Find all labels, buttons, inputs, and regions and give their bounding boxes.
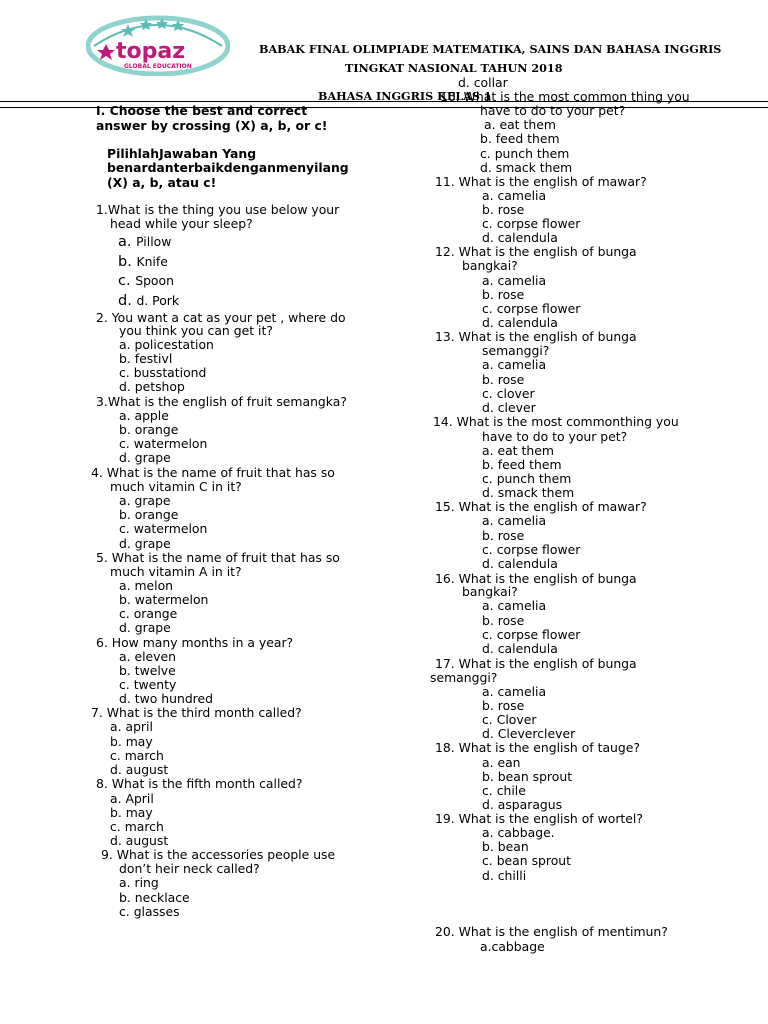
instruction-id: benardanterbaikdenganmenyilang	[107, 160, 349, 175]
answer-option[interactable]: d. august	[110, 762, 169, 777]
header-subtitle: TINGKAT NASIONAL TAHUN 2018	[345, 61, 563, 75]
answer-option[interactable]: d. asparagus	[482, 797, 563, 812]
answer-option[interactable]: c. corpse flower	[482, 301, 581, 316]
answer-option[interactable]: a. ean	[482, 755, 521, 770]
question-text: 7. What is the third month called?	[91, 705, 302, 720]
answer-option[interactable]: d. two hundred	[119, 691, 213, 706]
answer-option[interactable]: c. corpse flower	[482, 542, 581, 557]
answer-option[interactable]: a. Pillow	[118, 234, 172, 250]
instruction-id: PilihlahJawaban Yang	[107, 146, 257, 161]
question-text: 1.What is the thing you use below your	[96, 202, 340, 217]
answer-option[interactable]: c. orange	[119, 606, 178, 621]
answer-option[interactable]: b. may	[110, 734, 153, 749]
answer-option[interactable]: d. d. Pork	[118, 293, 180, 309]
question-text: 4. What is the name of fruit that has so	[91, 465, 335, 480]
question-text: 9. What is the accessories people use	[101, 847, 336, 862]
answer-option[interactable]: d. calendula	[482, 556, 558, 571]
answer-option[interactable]: d. Cleverclever	[482, 726, 576, 741]
answer-option[interactable]: d. grape	[119, 450, 171, 465]
question-text: 2. You want a cat as your pet , where do	[96, 310, 346, 325]
answer-option[interactable]: b. festivl	[119, 351, 173, 366]
answer-option[interactable]: a. camelia	[482, 684, 547, 699]
question-text: 17. What is the english of bunga	[435, 656, 637, 671]
answer-option[interactable]: d. clever	[482, 400, 536, 415]
answer-option[interactable]: b. may	[110, 805, 153, 820]
answer-option[interactable]: c. watermelon	[119, 436, 208, 451]
answer-option[interactable]: a.cabbage	[480, 939, 545, 954]
instruction-en: I. Choose the best and correct	[96, 103, 308, 118]
question-text: 11. What is the english of mawar?	[435, 174, 647, 189]
answer-option[interactable]: b. rose	[482, 613, 525, 628]
answer-option[interactable]: b. rose	[482, 202, 525, 217]
answer-option[interactable]: d. calendula	[482, 230, 558, 245]
answer-option[interactable]: c. march	[110, 748, 164, 763]
question-text: 13. What is the english of bunga	[435, 329, 637, 344]
question-text: 6. How many months in a year?	[96, 635, 294, 650]
answer-option[interactable]: b. twelve	[119, 663, 176, 678]
answer-option[interactable]: c. punch them	[480, 146, 570, 161]
question-text: don’t heir neck called?	[119, 861, 260, 876]
answer-option[interactable]: c. clover	[482, 386, 535, 401]
answer-option[interactable]: a. eleven	[119, 649, 176, 664]
answer-option[interactable]: a. eat them	[484, 117, 556, 132]
answer-option[interactable]: b. bean sprout	[482, 769, 573, 784]
answer-option[interactable]: b. necklace	[119, 890, 190, 905]
question-text: 12. What is the english of bunga	[435, 244, 637, 259]
question-text: have to do to your pet?	[480, 103, 626, 118]
answer-option[interactable]: c. busstationd	[119, 365, 207, 380]
answer-option[interactable]: a. cabbage.	[482, 825, 555, 840]
answer-option[interactable]: d. grape	[119, 536, 171, 551]
answer-option[interactable]: a. april	[110, 719, 153, 734]
answer-option[interactable]: a. policestation	[119, 337, 214, 352]
answer-option[interactable]: a. camelia	[482, 188, 547, 203]
question-text: 5. What is the name of fruit that has so	[96, 550, 340, 565]
answer-option[interactable]: d. calendula	[482, 641, 558, 656]
answer-option[interactable]: c. Clover	[482, 712, 537, 727]
question-text: 3.What is the english of fruit semangka?	[96, 394, 347, 409]
question-text: head while your sleep?	[110, 216, 253, 231]
question-text: semanggi?	[430, 670, 498, 685]
answer-option[interactable]: a. grape	[119, 493, 171, 508]
answer-option[interactable]: d. collar	[458, 75, 508, 90]
answer-option[interactable]: c. Spoon	[118, 273, 174, 289]
answer-option[interactable]: b. Knife	[118, 254, 168, 270]
svg-text:GLOBAL EDUCATION: GLOBAL EDUCATION	[124, 63, 192, 70]
answer-option[interactable]: a. camelia	[482, 273, 547, 288]
answer-option[interactable]: b. bean	[482, 839, 529, 854]
header-class: BAHASA INGGRIS KELAS 1	[318, 89, 492, 103]
answer-option[interactable]: a. ring	[119, 875, 159, 890]
instruction-id: (X) a, b, atau c!	[107, 175, 217, 190]
question-text: 20. What is the english of mentimun?	[435, 924, 668, 939]
answer-option[interactable]: c. watermelon	[119, 521, 208, 536]
question-text: 14. What is the most commonthing you	[433, 414, 679, 429]
answer-option[interactable]: d. grape	[119, 620, 171, 635]
question-text: much vitamin C in it?	[110, 479, 242, 494]
answer-option[interactable]: a. eat them	[482, 443, 554, 458]
answer-option[interactable]: c. chile	[482, 783, 526, 798]
answer-option[interactable]: b. feed them	[480, 131, 560, 146]
instruction-en: answer by crossing (X) a, b, or c!	[96, 118, 328, 133]
answer-option[interactable]: a. apple	[119, 408, 169, 423]
header-title: BABAK FINAL OLIMPIADE MATEMATIKA, SAINS DAN BAHASA INGGRIS	[259, 42, 722, 56]
question-text: 10. What is the most common thing you	[440, 89, 690, 104]
answer-option[interactable]: c. glasses	[119, 904, 180, 919]
question-text: much vitamin A in it?	[110, 564, 242, 579]
answer-option[interactable]: b. rose	[482, 287, 525, 302]
answer-option[interactable]: d. chilli	[482, 868, 527, 883]
answer-option[interactable]: b. feed them	[482, 457, 562, 472]
question-text: 16. What is the english of bunga	[435, 571, 637, 586]
svg-text:topaz: topaz	[116, 39, 186, 64]
answer-option[interactable]: b. rose	[482, 698, 525, 713]
question-text: have to do to your pet?	[482, 429, 628, 444]
answer-option[interactable]: b. rose	[482, 372, 525, 387]
answer-option[interactable]: d. august	[110, 833, 169, 848]
answer-option[interactable]: b. rose	[482, 528, 525, 543]
topaz-logo	[86, 10, 230, 76]
answer-option[interactable]: d. smack them	[482, 485, 575, 500]
question-text: bangkai?	[462, 258, 518, 273]
answer-option[interactable]: b. watermelon	[119, 592, 209, 607]
question-text: 8. What is the fifth month called?	[96, 776, 303, 791]
answer-option[interactable]: d. calendula	[482, 315, 558, 330]
answer-option[interactable]: a. camelia	[482, 357, 547, 372]
question-text: 19. What is the english of wortel?	[435, 811, 643, 826]
answer-option[interactable]: d. smack them	[480, 160, 573, 175]
answer-option[interactable]: c. bean sprout	[482, 853, 571, 868]
answer-option[interactable]: d. petshop	[119, 379, 185, 394]
question-text: semanggi?	[482, 343, 550, 358]
answer-option[interactable]: c. twenty	[119, 677, 177, 692]
answer-option[interactable]: a. camelia	[482, 598, 547, 613]
answer-option[interactable]: b. orange	[119, 507, 179, 522]
question-text: bangkai?	[462, 584, 518, 599]
answer-option[interactable]: b. orange	[119, 422, 179, 437]
answer-option[interactable]: c. corpse flower	[482, 216, 581, 231]
question-text: 18. What is the english of tauge?	[435, 740, 640, 755]
question-text: 15. What is the english of mawar?	[435, 499, 647, 514]
answer-option[interactable]: c. corpse flower	[482, 627, 581, 642]
answer-option[interactable]: a. melon	[119, 578, 174, 593]
question-text: you think you can get it?	[119, 323, 273, 338]
answer-option[interactable]: c. punch them	[482, 471, 572, 486]
answer-option[interactable]: a. camelia	[482, 513, 547, 528]
answer-option[interactable]: a. April	[110, 791, 154, 806]
answer-option[interactable]: c. march	[110, 819, 164, 834]
